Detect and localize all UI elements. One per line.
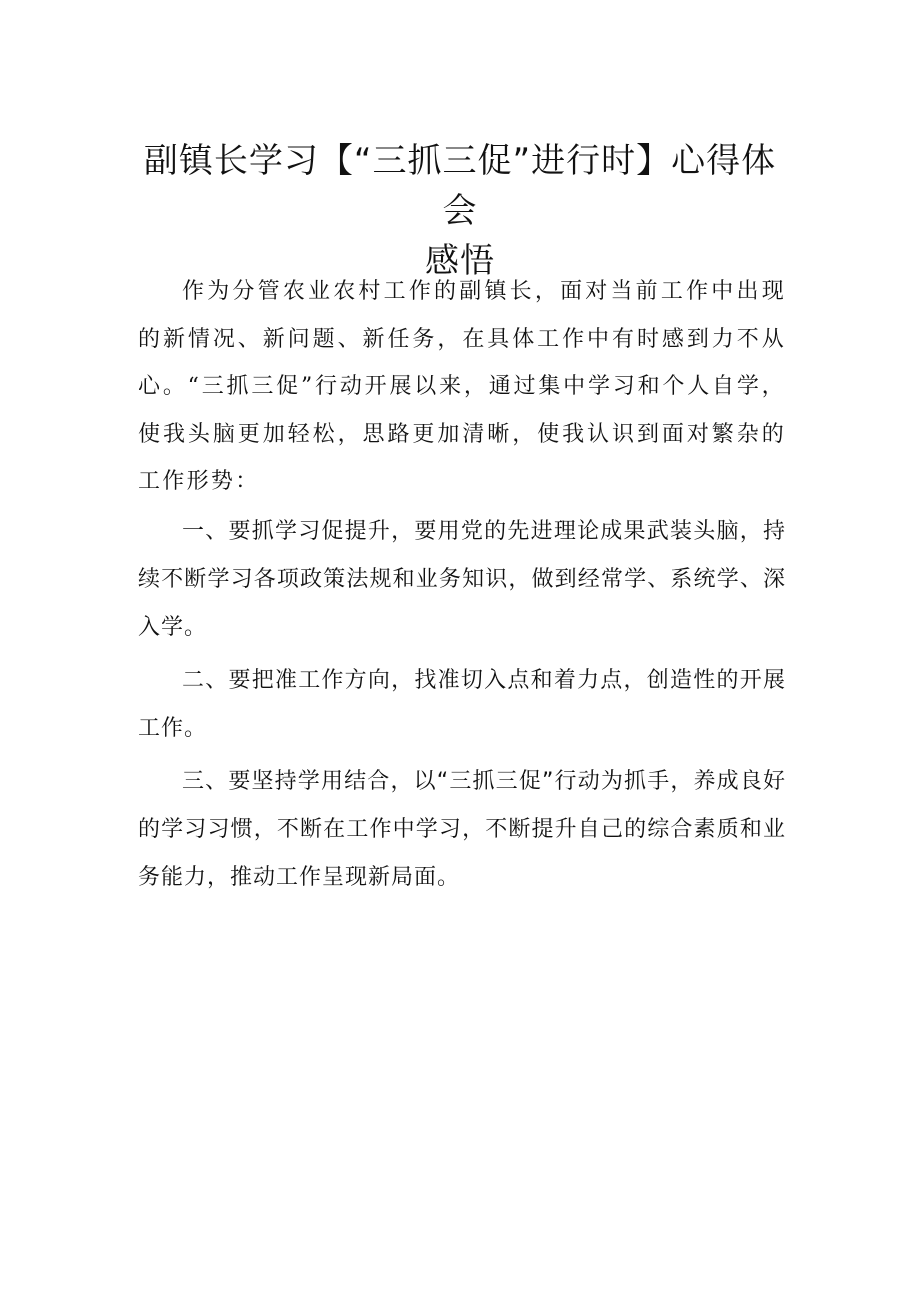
- document-body: [138, 268, 786, 902]
- point-three-paragraph: 三、要坚持学用结合，以“三抓三促”行动为抓手，养成良好的学习习惯，不断在工作中学习，不断提升自己的综合素质和业务能力，推动工作呈现新局面。: [138, 768, 786, 890]
- title-line-1: 副镇长学习【“三抓三促”进行时】心得体会: [143, 141, 777, 231]
- point-two-paragraph: 二、要把准工作方向，找准切入点和着力点，创造性的开展工作。: [138, 667, 786, 741]
- intro-paragraph: 作为分管农业农村工作的副镇长，面对当前工作中出现的新情况、新问题、新任务，在具体工作中有时感到力不从心。“三抓三促”行动开展以来，通过集中学习和个人自学，使我头脑更加轻松，思路更加清晰，使我认识到面对繁杂的工作形势：: [138, 279, 786, 494]
- point-one-paragraph: 一、要抓学习促提升，要用党的先进理论成果武装头脑，持续不断学习各项政策法规和业务知识，做到经常学、系统学、深入学。: [138, 518, 786, 640]
- document-title: [130, 136, 790, 286]
- title-line-2: 感悟: [425, 241, 495, 281]
